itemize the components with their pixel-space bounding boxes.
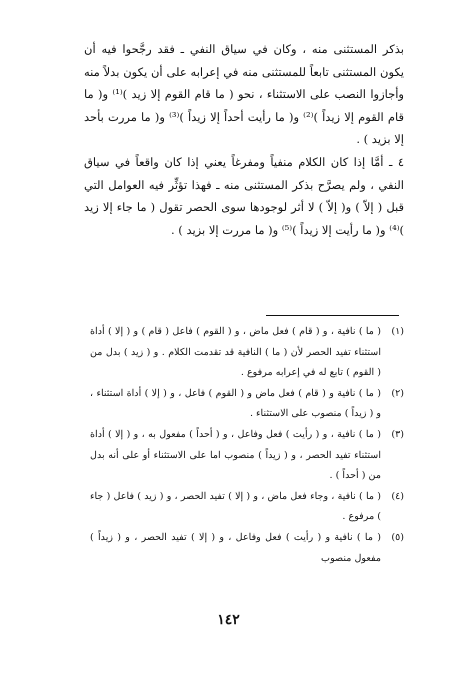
footnote-1 [90, 322, 404, 384]
footnote-number: (٢) [391, 387, 404, 399]
footnote-number: (٥) [391, 531, 404, 543]
footnote-number: (٣) [391, 428, 404, 440]
footnote-number: (١) [391, 326, 404, 337]
page-number: ١٤٢ [217, 612, 240, 628]
footnote-text: ( ما ) نافية ، وجاء فعل ماض ، و ( إلا ) تفيد الحصر ، و ( زيد ) فاعل ( جاء ) مرفوع . [90, 490, 381, 523]
footnote-text: ( ما ) نافية ، و ( رأيت ) فعل وفاعل ، و ( أحداً ) مفعول به ، و ( إلا ) أداة استثناء تفيد الحصر ، و ( زيداً ) منصوب اما على الاستثناء أو على أنه بدل من ( أحداً ) . [90, 428, 381, 482]
footnote-separator [266, 315, 399, 316]
main-text [84, 38, 404, 241]
footnote-text: ( ما ) نافية و ( رأيت ) فعل وفاعل ، و ( إلا ) تفيد الحصر ، و ( زيداً ) مفعول منصوب [90, 531, 381, 564]
paragraph-2: ٤ ـ أمَّا إذا كان الكلام منفياً ومفرغاً يعني إذا كان واقعاً في سياق النفي ، ولم يصرَّح بذكر المستثنى منه ـ فهذا تؤثِّر فيه العوامل التي قبل ( إلاّ ) و( إلاّ ) لا أثر لوجودها سوى الحصر تقول ( ما جاء إلا زيد )⁽⁴⁾ و( ما رأيت إلا زيداً )⁽⁵⁾ و( ما مررت إلا بزيد ) . [84, 154, 404, 237]
paragraph-1: بذكر المستثنى منه ، وكان في سياق النفي ـ فقد رجَّحوا فيه أن يكون المستثنى تابعاً للمستثنى منه في إعرابه على أن يكون بدلاً منه وأجازوا النصب على الاستثناء ، نحو ( ما قام القوم إلا زيد )⁽¹⁾ و( ما قام القوم إلا زيداً )⁽²⁾ و( ما رأيت أحداً إلا زيداً )⁽³⁾ و( ما مررت بأحد إلا بزيد ) . [84, 42, 405, 147]
footnote-text: ( ما ) نافية ، و ( قام ) فعل ماض ، و ( القوم ) فاعل ( قام ) و ( إلا ) أداة استثناء تفيد الحصر لأن ( ما ) النافية قد تقدمت الكلام . و ( زيد ) بدل من ( القوم ) تابع له في إعرابه مرفوع . [90, 326, 381, 379]
footnote-4 [90, 487, 404, 528]
footnote-text: ( ما ) نافية و ( قام ) فعل ماض و ( القوم ) فاعل ، و ( إلا ) أداة استثناء ، و ( زيداً ) منصوب على الاستثناء . [90, 387, 381, 420]
footnote-5 [90, 528, 404, 569]
footnote-number: (٤) [391, 490, 404, 502]
footnote-2 [90, 384, 404, 425]
footnotes [90, 322, 404, 569]
footnote-3 [90, 425, 404, 487]
